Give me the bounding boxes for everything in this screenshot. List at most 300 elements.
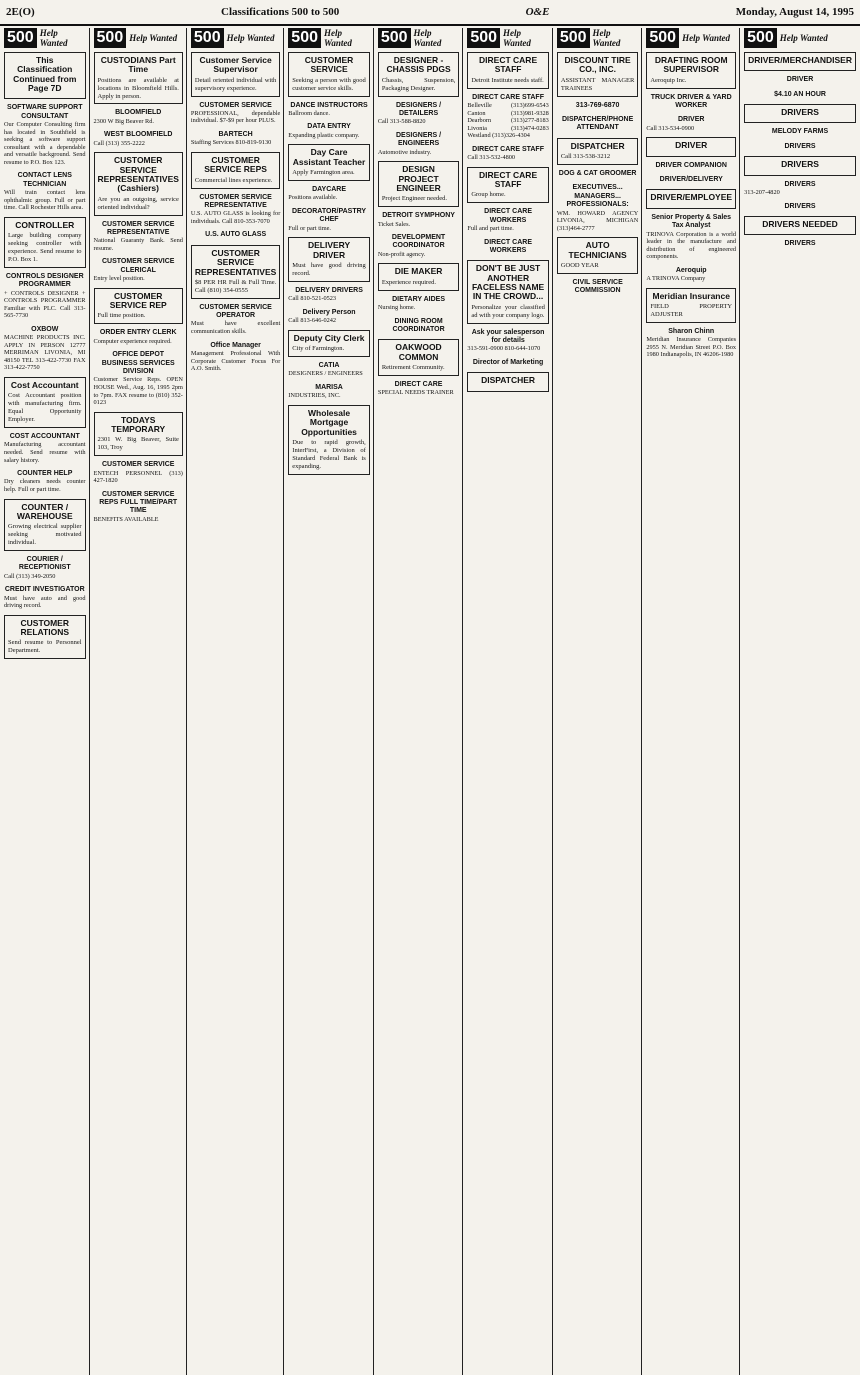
ad-body: 2300 W Big Beaver Rd. (93, 117, 154, 125)
classified-ad (744, 127, 856, 137)
ad-body: Full and part time. (467, 225, 514, 233)
ad-body: Positions are available at locations in Bloomfield Hills. Apply in person. (97, 76, 179, 100)
ad-title: CUSTOMER RELATIONS (20, 617, 69, 638)
ad-title: This Classification Continued from Page 7D (13, 55, 77, 94)
ad-body: + CONTROLS DESIGNER + CONTROLS PROGRAMMER Familiar with PLC. Call 313-565-7730 (4, 289, 86, 320)
ad-title: U.S. AUTO GLASS (205, 231, 267, 239)
ad-title: DIRECT CARE STAFF (479, 55, 538, 75)
ad-title: DISPATCHER/PHONE ATTENDANT (561, 115, 634, 132)
ad-title: DIRECT CARE WORKERS (484, 208, 532, 224)
ad-title: CUSTOMER SERVICE REPRESENTATIVE (199, 193, 272, 209)
ad-title: EXECUTIVES... MANAGERS... PROFESSIONALS: (566, 184, 629, 209)
ad-title: CUSTOMER SERVICE (199, 101, 272, 109)
ad-title: DEVELOPMENT COORDINATOR (391, 234, 446, 250)
classified-ad (4, 325, 86, 373)
classification-number: 500 (191, 28, 224, 48)
classified-ad (467, 358, 549, 368)
ad-title: DELIVERY DRIVERS (295, 286, 363, 294)
ad-body: Apply Farmington area. (292, 169, 355, 177)
ad-body: Due to rapid growth, InterFirst, a Division of Standard Federal Bank is expanding. (292, 438, 366, 470)
ad-title: DIRECT CARE STAFF (472, 93, 544, 101)
ad-title: DRIVER/MERCHANDISER (748, 55, 852, 65)
ad-title: DAYCARE (312, 186, 347, 194)
classified-ad (557, 183, 639, 233)
ad-body: Our Computer Consulting firm has located in Southfield is seeking a software support consultant with a dependable and versatile background. Send resume to P.O. Box 123. (4, 121, 86, 166)
classified-ad (378, 131, 460, 157)
classified-ad (288, 101, 370, 119)
ad-body: Cost Accountant position with manufacturing firm. Equal Opportunity Employer. (8, 392, 82, 424)
ad-title: BLOOMFIELD (115, 109, 162, 117)
classified-ad (646, 161, 736, 171)
ad-body: GOOD YEAR (560, 261, 599, 269)
classified-ad (646, 52, 736, 89)
ad-body: Will train contact lens ophthalmic group. Full or part time. Call Rochester Hills area. (4, 189, 86, 212)
ad-body: Staffing Services 810-819-9130 (190, 139, 272, 147)
classified-ad (4, 585, 86, 610)
classified-ad (94, 130, 183, 148)
classification-label: Help Wanted (413, 28, 442, 48)
classification-label: Help Wanted (779, 33, 828, 43)
classified-ad (646, 137, 736, 156)
ad-title: Wholesale Mortgage Opportunities (301, 407, 357, 437)
ad-body: Full time position. (97, 312, 146, 320)
ad-body: Large building company seeking controller with experience. Send resume to P.O. Box 1. (8, 232, 82, 263)
classified-ad (4, 377, 86, 428)
ad-body: Commercial lines experience. (194, 176, 273, 184)
ad-body: Call 813-646-0242 (288, 317, 337, 325)
ad-title: DESIGNER - CHASSIS PDGS (386, 55, 451, 75)
ad-title: Senior Property & Sales Tax Analyst (651, 213, 732, 230)
ad-body: $8 PER HR Full & Full Time. Call (810) 354-0555 (194, 278, 277, 294)
classified-ad (94, 52, 183, 104)
classified-ad (646, 266, 736, 284)
classified-ad (288, 308, 370, 326)
classified-ad (378, 211, 460, 229)
page-number: 2E(O) (6, 6, 35, 18)
ad-title: DRIVER/EMPLOYEE (650, 192, 733, 203)
classification-label: Help Wanted (129, 33, 178, 43)
ad-title: $4.10 AN HOUR (774, 90, 826, 98)
ad-title: TRUCK DRIVER & YARD WORKER (650, 93, 732, 109)
ad-body: Management Professional With Corporate Customer Focus For A.O. Smith. (190, 349, 281, 373)
ad-title: Director of Marketing (472, 358, 544, 366)
ad-title: WEST BLOOMFIELD (103, 131, 173, 139)
ad-body: Must have good driving record. (292, 261, 366, 277)
ad-title: DRIVER (675, 140, 708, 151)
ad-title: Cost Accountant (10, 379, 79, 390)
classified-ad (288, 383, 370, 401)
classified-ad (4, 615, 86, 660)
ad-title: ORDER ENTRY CLERK (99, 329, 177, 337)
column-3 (191, 28, 284, 1375)
classified-ad (646, 115, 736, 133)
classified-ad (94, 288, 183, 325)
classification-label: Help Wanted (592, 28, 621, 48)
ad-title: DATA ENTRY (307, 123, 351, 131)
ad-title: DRIVERS (784, 142, 816, 150)
ad-title: CUSTOMER SERVICE (304, 55, 354, 75)
ad-body: Non-profit agency. (377, 250, 426, 258)
classified-ad (4, 217, 86, 268)
ad-title: BARTECH (218, 131, 253, 139)
classified-ad (744, 180, 856, 198)
ad-title: DRIVERS (781, 107, 819, 118)
classified-ad (94, 257, 183, 283)
ad-body: TRINOVA Corporation is a world leader in the manufacture and distribution of engineered components. (646, 230, 737, 261)
classified-ad (378, 317, 460, 336)
classified-ad (378, 339, 460, 376)
ad-title: DISCOUNT TIRE CO., INC. (564, 55, 631, 75)
column-2 (94, 28, 187, 1375)
classified-ad (557, 115, 639, 134)
ad-title: DOG & CAT GROOMER (558, 169, 637, 177)
ad-body: Call (313) 349-2050 (4, 572, 56, 580)
ad-title: OXBOW (31, 325, 59, 333)
ad-title: DRIVER/DELIVERY (659, 176, 723, 184)
classified-ad (191, 341, 280, 374)
classified-ad (557, 169, 639, 179)
paper-name: O&E (525, 6, 550, 18)
classified-ad (557, 138, 639, 165)
classified-ad (94, 152, 183, 215)
classified-ad (4, 103, 86, 167)
classified-ad (744, 202, 856, 212)
classification-label: Help Wanted (39, 28, 68, 48)
ad-body: Send resume to Personnel Department. (8, 639, 82, 655)
ad-title: DRIVERS (784, 180, 816, 188)
ad-body: Customer Service Reps. OPEN HOUSE Wed., Aug. 16, 1995 2pm to 7pm. FAX resume to (810) 352-0123 (93, 376, 183, 407)
ad-body: ENTECH PERSONNEL (313) 427-1820 (93, 469, 183, 485)
ad-title: CUSTOMER SERVICE REPRESENTATIVE (101, 220, 175, 236)
ad-title: CUSTOMER SERVICE REPS (204, 154, 267, 175)
ad-body: PROFESSIONAL, dependable individual. $7-$9 per hour PLUS. (190, 109, 281, 125)
ad-body: Call 313-534-0900 (646, 124, 695, 132)
classified-ad (744, 90, 856, 100)
classified-ad (4, 52, 86, 99)
classified-ad (191, 245, 280, 299)
ad-title: DRIVERS (784, 202, 816, 210)
ad-title: CUSTODIANS Part Time (100, 55, 176, 75)
ad-title: Ask your salesperson for details (471, 328, 545, 344)
classified-ad (4, 499, 86, 551)
ad-body: DESIGNERS / ENGINEERS (288, 370, 363, 378)
classified-ad (94, 490, 183, 525)
ad-title: Aeroquip (675, 266, 707, 274)
ad-title: DON'T BE JUST ANOTHER FACELESS NAME IN THE CROWD... (471, 263, 545, 302)
column-5 (378, 28, 464, 1375)
classified-ad (467, 52, 549, 89)
ad-title: 313-769-6870 (575, 101, 620, 109)
ad-title: MELODY FARMS (771, 128, 829, 136)
classification-number: 500 (557, 28, 590, 48)
classified-ad (646, 327, 736, 360)
ad-body: ASSISTANT MANAGER TRAINEES (560, 76, 635, 92)
ad-body: National Guaranty Bank. Send resume. (93, 237, 183, 252)
classified-ad (94, 108, 183, 126)
ad-body: Ticket Sales. (377, 220, 411, 228)
ad-title: DRAFTING ROOM SUPERVISOR (654, 55, 728, 75)
ad-title: DRIVER (786, 76, 814, 84)
ad-title: Sharon Chinn (668, 327, 715, 335)
ad-title: Deputy City Clerk (293, 332, 365, 343)
ad-title: CREDIT INVESTIGATOR (4, 586, 85, 594)
ad-title: CATIA (318, 361, 340, 369)
ad-body: Call (313) 355-2222 (93, 139, 145, 147)
classified-ad (646, 189, 736, 208)
classified-ad (288, 405, 370, 475)
help-wanted-header (4, 28, 86, 48)
classified-ad (191, 230, 280, 240)
classified-ad (94, 220, 183, 254)
classified-ad (191, 130, 280, 148)
classified-ad (378, 52, 460, 97)
column-7 (557, 28, 643, 1375)
column-4 (288, 28, 374, 1375)
ad-body: Are you an outgoing, service oriented individual? (97, 195, 179, 211)
classified-ad (288, 52, 370, 97)
classified-ad (288, 185, 370, 203)
ad-title: DRIVERS (784, 240, 816, 248)
ad-body: Meridian Insurance Companies 2955 N. Meridian Street P.O. Box 1980 Indianapolis, IN 46206-1980 (646, 336, 737, 359)
ad-title: SOFTWARE SUPPORT CONSULTANT (7, 104, 83, 120)
ad-title: OFFICE DEPOT BUSINESS SERVICES DIVISION (101, 351, 175, 376)
ad-title: CUSTOMER SERVICE REPRESENTATIVES (Cashiers) (97, 155, 179, 194)
classification-label: Help Wanted (682, 33, 730, 43)
classified-ad (467, 260, 549, 323)
ad-title: COST ACCOUNTANT (9, 433, 80, 441)
ad-title: CUSTOMER SERVICE REP (109, 290, 167, 311)
ad-body: Detail oriented individual with supervisory experience. (194, 76, 277, 92)
classified-ad (94, 460, 183, 485)
ad-body: FIELD PROPERTY ADJUSTER (650, 303, 733, 318)
ad-body: SPECIAL NEEDS TRAINER (377, 389, 454, 397)
ad-title: COUNTER / WAREHOUSE (16, 501, 73, 521)
classified-ad (467, 207, 549, 233)
classified-ad (378, 380, 460, 398)
ad-title: Meridian Insurance (652, 290, 730, 301)
issue-date: Monday, August 14, 1995 (735, 6, 854, 18)
classified-ad (288, 207, 370, 233)
classified-ad (378, 101, 460, 127)
ad-title: CONTROLS DESIGNER PROGRAMMER (5, 272, 84, 289)
ad-title: MARISA (315, 383, 343, 391)
classified-ad (288, 122, 370, 140)
ad-title: DECORATOR/PASTRY CHEF (292, 207, 367, 224)
column-6 (467, 28, 553, 1375)
help-wanted-header (191, 28, 280, 48)
classified-ad (744, 142, 856, 152)
ad-body: Personalize your classified ad with your company logo. (471, 303, 545, 319)
classified-ad (4, 272, 86, 321)
ad-body: Ballroom dance. (288, 109, 330, 117)
classification-number: 500 (378, 28, 411, 48)
ad-body: Computer experience required. (93, 337, 172, 345)
ad-title: DRIVERS NEEDED (762, 218, 838, 229)
ad-title: DIRECT CARE WORKERS (484, 238, 532, 254)
ad-title: AUTO TECHNICIANS (568, 240, 627, 260)
classification-number: 500 (288, 28, 321, 48)
ad-body: 2301 W. Big Beaver, Suite 103, Troy (97, 436, 179, 452)
ad-title: CUSTOMER SERVICE CLERICAL (101, 258, 175, 274)
classified-ad (191, 303, 280, 337)
classification-label: Help Wanted (503, 28, 531, 48)
classified-ad (191, 101, 280, 126)
ad-title: Day Care Assistant Teacher (292, 147, 366, 167)
ad-body: Group home. (471, 191, 506, 199)
ad-body: Seeking a person with good customer service skills. (292, 76, 366, 92)
ad-body: Automotive industry. (377, 148, 432, 156)
classification-number: 500 (4, 28, 37, 48)
classified-ad (191, 193, 280, 227)
ad-title: Office Manager (210, 341, 261, 349)
classification-number: 500 (744, 28, 777, 48)
ad-title: TODAYS TEMPORARY (111, 414, 166, 434)
ad-title: Delivery Person (302, 308, 356, 316)
ad-title: DIRECT CARE STAFF (479, 169, 538, 190)
classified-ad (557, 101, 639, 111)
ad-body: Positions available. (288, 194, 338, 202)
ad-body: Growing electrical supplier seeking motivated individual. (8, 523, 82, 547)
ad-body: A TRINOVA Company (646, 275, 706, 283)
ad-title: CONTROLLER (15, 219, 75, 230)
classified-ad (378, 263, 460, 290)
classified-ad (744, 52, 856, 71)
ad-body: Nursing home. (377, 304, 416, 312)
classified-ad (467, 93, 549, 141)
classified-ad (288, 330, 370, 357)
ad-body: Full or part time. (288, 224, 331, 232)
ad-title: DISPATCHER (570, 140, 625, 151)
ad-body: Entry level position. (93, 275, 145, 283)
classified-ad (288, 237, 370, 282)
ad-title: DELIVERY DRIVER (307, 240, 351, 260)
ad-body: Chassis, Suspension, Packaging Designer. (381, 76, 456, 92)
ad-title: DIRECT CARE (394, 381, 443, 388)
ad-title: DRIVER COMPANION (655, 161, 727, 169)
classified-ad (191, 152, 280, 189)
ad-body: Belleville (313)699-6543 Canton (313)981-9328 Dearborn (313)277-8183 Livonia (313)474-0283 Westland (313)326-4304 (467, 102, 549, 140)
classified-ad (94, 350, 183, 407)
section-title: Classifications 500 to 500 (221, 6, 340, 18)
ad-body: U.S. AUTO GLASS is looking for individuals. Call 810-353-7070 (190, 210, 281, 225)
ad-title: COUNTER HELP (17, 470, 73, 478)
classified-ad (646, 213, 736, 262)
ad-title: OAKWOOD COMMON (395, 342, 442, 362)
classification-label: Help Wanted (226, 33, 275, 43)
ad-title: COURIER / RECEPTIONIST (18, 555, 71, 572)
ad-body: BENEFITS AVAILABLE (93, 515, 159, 523)
classified-ad (4, 171, 86, 212)
ad-body: MACHINE PRODUCTS INC. APPLY IN PERSON 12777 MERRIMAN LIVONIA, MI 48150 TEL 313-422-7730 FAX 313-422-7750 (4, 334, 86, 372)
classified-ad (744, 75, 856, 85)
ad-title: DIE MAKER (394, 266, 443, 277)
ad-body: 313-591-0900 810-644-1070 (467, 345, 541, 353)
help-wanted-header (288, 28, 370, 48)
ad-body: Project Engineer needed. (381, 195, 447, 203)
column-1 (4, 28, 90, 1375)
classified-ad (94, 412, 183, 457)
ad-title: DRIVER (677, 116, 705, 124)
classified-ad (646, 288, 736, 323)
classified-ad (646, 93, 736, 112)
ad-body: Must have auto and good driving record. (4, 594, 86, 610)
classified-ad (94, 328, 183, 346)
ad-title: CUSTOMER SERVICE REPS FULL TIME/PART TIME (99, 490, 178, 515)
ad-title: CUSTOMER SERVICE (101, 461, 175, 469)
masthead (0, 0, 860, 26)
ad-title: DISPATCHER (481, 375, 536, 386)
classified-ad (467, 372, 549, 391)
ad-title: CUSTOMER SERVICE OPERATOR (199, 303, 272, 320)
ad-body: Must have excellent communication skills. (190, 320, 281, 336)
column-8 (646, 28, 740, 1375)
classified-ad (4, 555, 86, 581)
classified-ad (744, 104, 856, 123)
ad-title: DESIGN PROJECT ENGINEER (396, 164, 441, 193)
classified-ad (744, 216, 856, 235)
column-9 (744, 28, 856, 1375)
ad-title: DIETARY AIDES (392, 295, 446, 303)
ad-body: Detroit Institute needs staff. (471, 76, 544, 84)
ad-title: DIRECT CARE STAFF (472, 145, 544, 153)
ad-body: Expanding plastic company. (288, 131, 360, 139)
ad-title: DRIVERS (781, 159, 819, 170)
classified-ad (4, 469, 86, 494)
help-wanted-header (646, 28, 736, 48)
ad-body: Call 313-588-8820 (377, 118, 426, 126)
ad-title: DINING ROOM COORDINATOR (392, 317, 445, 333)
classifieds-columns (0, 28, 860, 1375)
ad-body: Call 810-521-0523 (288, 295, 337, 303)
classified-ad (646, 175, 736, 185)
classified-ad (4, 432, 86, 465)
classified-ad (288, 144, 370, 181)
help-wanted-header (467, 28, 549, 48)
ad-title: CUSTOMER SERVICE REPRESENTATIVES (194, 247, 277, 277)
ad-title: DESIGNERS / ENGINEERS (396, 131, 442, 148)
ad-title: CIVIL SERVICE COMMISSION (572, 278, 623, 295)
classified-ad (467, 145, 549, 163)
classified-ad (288, 286, 370, 304)
classified-ad (378, 233, 460, 259)
classified-ad (378, 295, 460, 313)
ad-title: Customer Service Supervisor (199, 55, 272, 75)
classified-ad (557, 237, 639, 274)
classification-number: 500 (646, 28, 679, 48)
classification-label: Help Wanted (324, 28, 352, 48)
classified-ad (191, 52, 280, 97)
classified-ad (557, 52, 639, 97)
ad-title: DANCE INSTRUCTORS (290, 101, 368, 109)
classified-ad (467, 238, 549, 257)
classified-ad (744, 156, 856, 175)
ad-body: WM. HOWARD AGENCY LIVONIA, MICHIGAN (313)464-2777 (556, 209, 639, 232)
help-wanted-header (557, 28, 639, 48)
ad-body: Aeroquip Inc. (650, 76, 687, 84)
ad-body: Retirement Community. (381, 364, 445, 372)
ad-body: City of Farmington. (292, 345, 345, 353)
help-wanted-header (378, 28, 460, 48)
ad-body: Dry cleaners needs counter help. Full or part time. (4, 478, 86, 493)
ad-title: DETROIT SYMPHONY (382, 212, 455, 220)
classification-number: 500 (467, 28, 500, 48)
ad-body: Manufacturing accountant needed. Send resume with salary history. (4, 441, 86, 464)
ad-body: Call 313-538-3212 (560, 153, 611, 161)
classified-ad (557, 278, 639, 297)
ad-body: INDUSTRIES, INC. (288, 392, 341, 400)
ad-body: Experience required. (381, 278, 436, 286)
classified-ad (467, 328, 549, 354)
